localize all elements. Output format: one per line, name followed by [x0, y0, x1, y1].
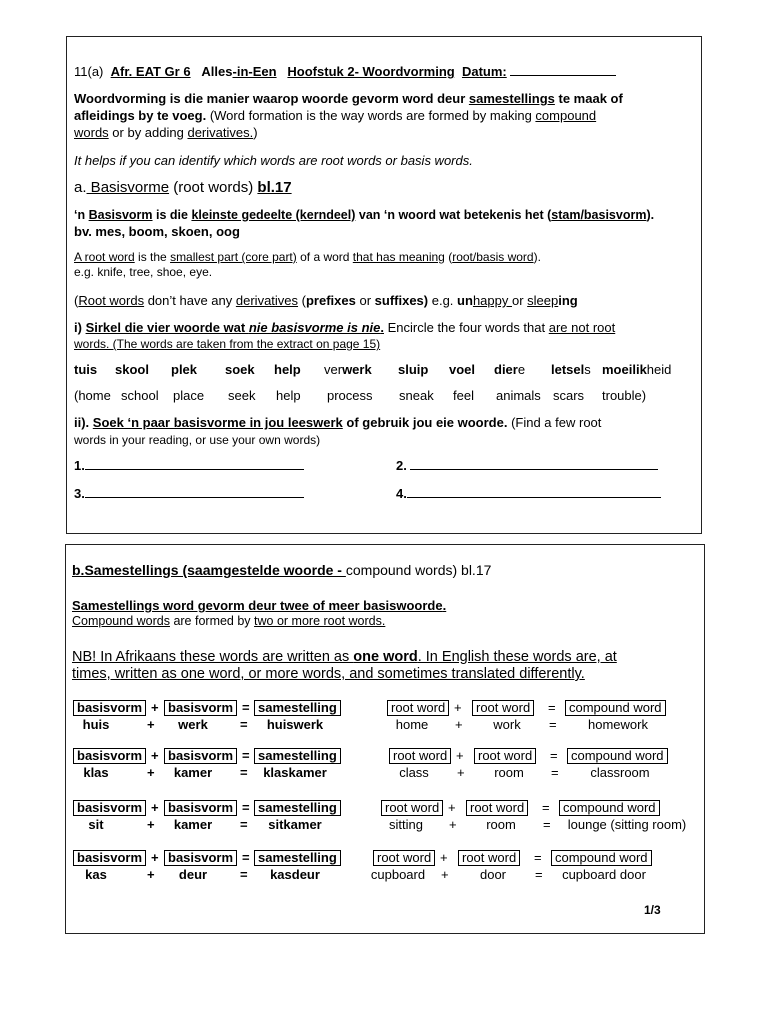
word-plek[interactable]: plek	[171, 362, 198, 377]
plus-sign: +	[151, 800, 159, 815]
word-soek[interactable]: soek	[225, 362, 255, 377]
plus-sign: +	[147, 817, 155, 832]
plus-sign: +	[151, 700, 159, 715]
plus-sign: +	[455, 717, 463, 732]
compound-result-en: classroom	[590, 765, 650, 780]
nb-note-line-1: NB! In Afrikaans these words are written as one word. In English these words are, at	[72, 649, 617, 665]
equals-sign: =	[240, 717, 248, 732]
root-definition-af: ‘n Basisvorm is die kleinste gedeelte (kerndeel) van ‘n woord wat betekenis het (stam/basisvorm).	[74, 208, 655, 222]
compound-result-en: lounge (sitting room)	[567, 817, 687, 832]
word-letsels[interactable]: letsels	[551, 362, 591, 377]
translation-item: scars	[553, 388, 585, 403]
basisvorm-label: basisvorm	[73, 748, 146, 764]
translation-item: seek	[228, 388, 256, 403]
equals-sign: =	[535, 867, 543, 882]
worksheet-header	[74, 64, 616, 80]
basisvorm-label: basisvorm	[73, 850, 146, 866]
plus-sign: +	[440, 850, 448, 865]
task-1-line-1: i) Sirkel die vier woorde wat nie basisvorme is nie. Encircle the four words that are not root	[74, 320, 616, 335]
chapter-title: Hoofstuk 2- Woordvorming	[287, 64, 455, 79]
compound-part-af-2: kamer	[173, 817, 213, 832]
compound-definition-af: Samestellings word gevorm deur twee of meer basiswoorde.	[72, 598, 447, 613]
date-blank[interactable]	[510, 64, 616, 76]
compound-part-af-2: kamer	[173, 765, 213, 780]
translation-item: process	[327, 388, 373, 403]
root-word-label: root word	[458, 850, 520, 866]
equals-sign: =	[242, 850, 250, 865]
plus-sign: +	[151, 850, 159, 865]
compound-word-label: compound word	[559, 800, 660, 816]
date-label: Datum:	[461, 64, 507, 79]
compound-part-af-1: sit	[88, 817, 104, 832]
plus-sign: +	[147, 867, 155, 882]
equals-sign: =	[543, 817, 551, 832]
derivatives-note: (Root words don’t have any derivatives (prefixes or suffixes) e.g. unhappy or sleeping	[74, 293, 578, 308]
plus-sign: +	[448, 800, 456, 815]
translation-item: animals	[496, 388, 541, 403]
equals-sign: =	[534, 850, 542, 865]
equals-sign: =	[548, 700, 556, 715]
task-1-line-2: words. (The words are taken from the extract on page 15)	[74, 337, 381, 351]
root-word-label: root word	[389, 748, 451, 764]
equals-sign: =	[240, 765, 248, 780]
compound-definition-en: Compound words are formed by two or more root words.	[72, 614, 386, 628]
compound-result-af: klaskamer	[263, 765, 327, 780]
compound-result-af: kasdeur	[270, 867, 320, 882]
equals-sign: =	[549, 717, 557, 732]
word-diere[interactable]: diere	[494, 362, 526, 377]
answer-line-1[interactable]: 1.	[74, 458, 304, 474]
root-word-label: root word	[387, 700, 449, 716]
book-title-b: -in-Een	[232, 64, 277, 79]
compound-part-en-1: sitting	[389, 817, 423, 832]
samestelling-label: samestelling	[254, 800, 341, 816]
equals-sign: =	[240, 867, 248, 882]
translation-item: (home	[74, 388, 111, 403]
plus-sign: +	[457, 765, 465, 780]
samestelling-label: samestelling	[254, 700, 341, 716]
compound-part-en-2: room	[494, 765, 524, 780]
root-examples-en: e.g. knife, tree, shoe, eye.	[74, 265, 213, 279]
word-voel[interactable]: voel	[449, 362, 476, 377]
plus-sign: +	[456, 748, 464, 763]
root-examples-af: bv. mes, boom, skoen, oog	[74, 224, 240, 239]
translation-item: trouble)	[602, 388, 647, 403]
equals-sign: =	[240, 817, 248, 832]
equals-sign: =	[551, 765, 559, 780]
compound-word-label: compound word	[565, 700, 666, 716]
word-moeilikheid[interactable]: moeilikheid	[602, 362, 672, 377]
translation-item: place	[173, 388, 205, 403]
section-b-heading: b.Samestellings (saamgestelde woorde - compound words) bl.17	[72, 562, 492, 578]
translation-item: help	[276, 388, 301, 403]
compound-part-af-2: deur	[178, 867, 208, 882]
answer-line-4[interactable]: 4.	[396, 486, 661, 502]
plus-sign: +	[147, 765, 155, 780]
word-tuis[interactable]: tuis	[74, 362, 98, 377]
compound-word-label: compound word	[567, 748, 668, 764]
equals-sign: =	[242, 700, 250, 715]
equals-sign: =	[242, 748, 250, 763]
samestelling-label: samestelling	[254, 850, 341, 866]
root-word-label: root word	[474, 748, 536, 764]
answer-line-2[interactable]: 2.	[396, 458, 658, 474]
basisvorm-label: basisvorm	[164, 800, 237, 816]
samestelling-label: samestelling	[254, 748, 341, 764]
word-help[interactable]: help	[274, 362, 301, 377]
compound-part-af-1: kas	[85, 867, 107, 882]
book-title-a: Alles	[201, 64, 233, 79]
equals-sign: =	[242, 800, 250, 815]
compound-result-af: huiswerk	[266, 717, 324, 732]
root-word-label: root word	[381, 800, 443, 816]
plus-sign: +	[147, 717, 155, 732]
translation-item: sneak	[399, 388, 434, 403]
subject-label: Afr. EAT Gr 6	[110, 64, 191, 79]
plus-sign: +	[454, 700, 462, 715]
answer-line-3[interactable]: 3.	[74, 486, 304, 502]
basisvorm-label: basisvorm	[164, 748, 237, 764]
compound-result-af: sitkamer	[268, 817, 322, 832]
intro-hint: It helps if you can identify which words are root words or basis words.	[74, 153, 473, 168]
compound-part-en-2: work	[493, 717, 521, 732]
root-word-label: root word	[472, 700, 534, 716]
word-sluip[interactable]: sluip	[398, 362, 429, 377]
word-skool[interactable]: skool	[115, 362, 149, 377]
intro-line-3: words or by adding derivatives.)	[74, 125, 258, 140]
compound-result-en: cupboard door	[562, 867, 646, 882]
equals-sign: =	[542, 800, 550, 815]
compound-part-en-1: class	[399, 765, 429, 780]
lesson-number: 11(a)	[74, 64, 104, 79]
plus-sign: +	[449, 817, 457, 832]
compound-result-en: homework	[588, 717, 648, 732]
word-verwerk[interactable]: verwerk	[324, 362, 372, 377]
compound-part-en-2: door	[479, 867, 507, 882]
equals-sign: =	[550, 748, 558, 763]
root-definition-en: A root word is the smallest part (core part) of a word that has meaning (root/basis word).	[74, 250, 541, 264]
page-number: 1/3	[644, 903, 661, 917]
plus-sign: +	[441, 867, 449, 882]
compound-word-label: compound word	[551, 850, 652, 866]
task-2-line-1: ii). Soek ‘n paar basisvorme in jou leeswerk of gebruik jou eie woorde. (Find a few root	[74, 415, 602, 430]
root-word-label: root word	[373, 850, 435, 866]
section-a-heading: a. Basisvorme (root words) bl.17	[74, 179, 292, 196]
basisvorm-label: basisvorm	[73, 700, 146, 716]
intro-line-1: Woordvorming is die manier waarop woorde gevorm word deur samestellings te maak of	[74, 91, 623, 106]
plus-sign: +	[151, 748, 159, 763]
compound-part-en-1: cupboard	[370, 867, 426, 882]
nb-note-line-2: times, written as one word, or more words, and sometimes translated differently.	[72, 666, 585, 682]
basisvorm-label: basisvorm	[164, 700, 237, 716]
translation-item: school	[121, 388, 159, 403]
translation-item: feel	[453, 388, 474, 403]
intro-line-2: afleidings by te voeg. (Word formation is the way words are formed by making compound	[74, 108, 597, 123]
compound-part-en-1: home	[395, 717, 429, 732]
basisvorm-label: basisvorm	[73, 800, 146, 816]
compound-part-en-2: room	[486, 817, 516, 832]
compound-part-af-1: huis	[82, 717, 110, 732]
compound-part-af-1: klas	[83, 765, 109, 780]
compound-part-af-2: werk	[178, 717, 208, 732]
basisvorm-label: basisvorm	[164, 850, 237, 866]
task-2-line-2: words in your reading, or use your own words)	[74, 433, 321, 447]
root-word-label: root word	[466, 800, 528, 816]
